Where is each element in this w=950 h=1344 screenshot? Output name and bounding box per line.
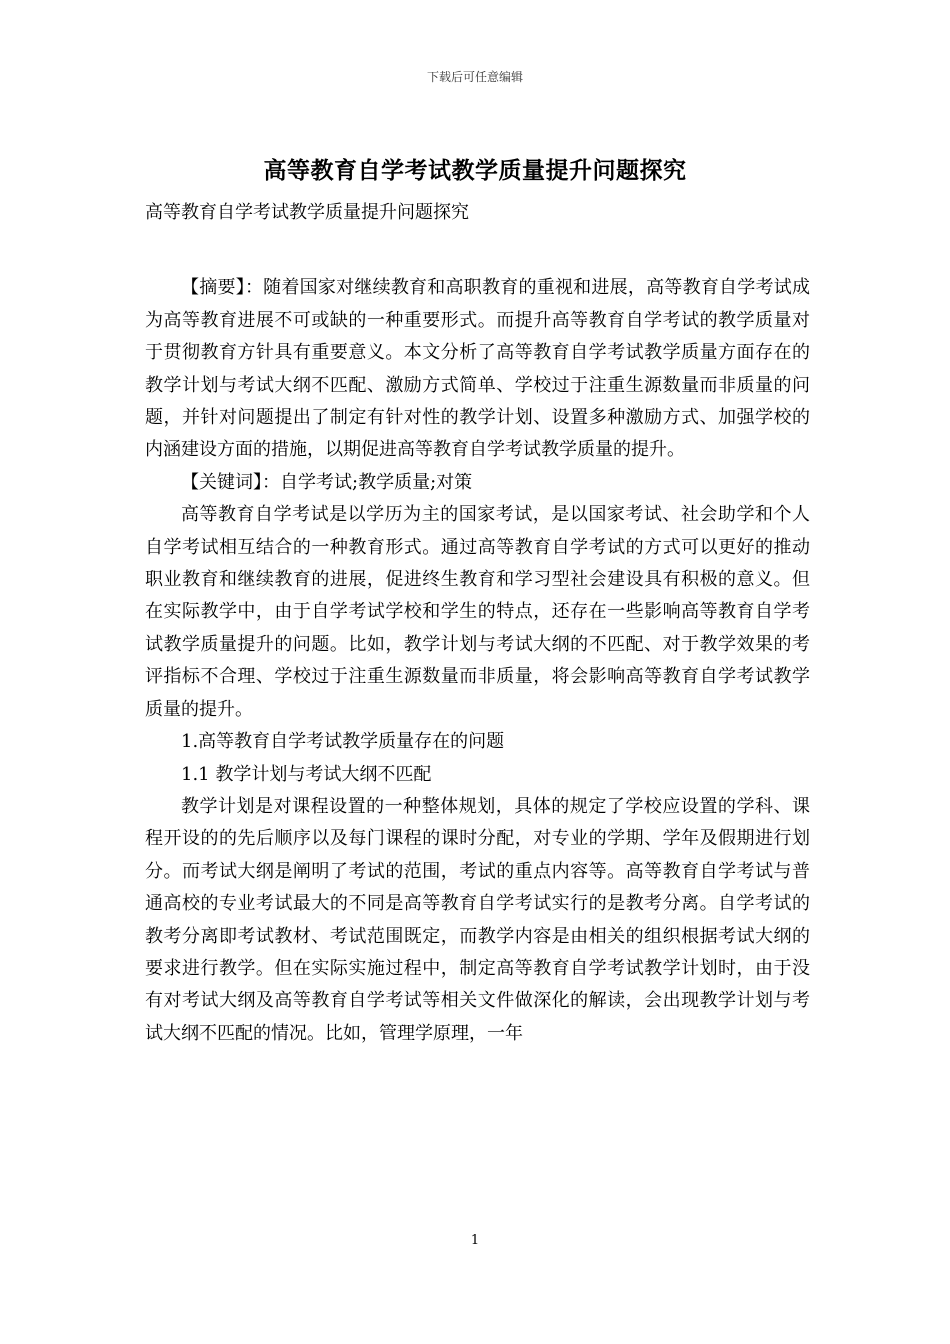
body-paragraph-1: 教学计划是对课程设置的一种整体规划，具体的规定了学校应设置的学科、课程开设的的先后顺序以及每门课程的课时分配，对专业的学期、学年及假期进行划分。而考试大纲是阐明了考试的范围，考试的重点内容等。高等教育自学考试与普通高校的专业考试最大的不同是高等教育自学考试实行的是教考分离。自学考试的教考分离即考试教材、考试范围既定，而教学内容是由相关的组织根据考试大纲的要求进行教学。但在实际实施过程中，制定高等教育自学考试教学计划时，由于没有对考试大纲及高等教育自学考试等相关文件做深化的解读，会出现教学计划与考试大纲不匹配的情况。比如，管理学原理，一年 <box>145 795 810 1044</box>
section-heading-1: 1.高等教育自学考试教学质量存在的问题 <box>181 731 505 753</box>
abstract-paragraph: 【摘要】：随着国家对继续教育和高职教育的重视和进展，高等教育自学考试成为高等教育进展不可或缺的一种重要形式。而提升高等教育自学考试的教学质量对于贯彻教育方针具有重要意义。本文分析了高等教育自学考试教学质量方面存在的教学计划与考试大纲不匹配、激励方式简单、学校过于注重生源数量而非质量的问题，并针对问题提出了制定有针对性的教学计划、设置多种激励方式、加强学校的内涵建设方面的措施，以期促进高等教育自学考试教学质量的提升。 <box>145 277 810 461</box>
blank-line <box>145 229 810 272</box>
section-heading-1-1: 1.1 教学计划与考试大纲不匹配 <box>181 763 432 785</box>
document-body <box>145 197 810 1050</box>
intro-paragraph: 高等教育自学考试是以学历为主的国家考试，是以国家考试、社会助学和个人自学考试相互结合的一种教育形式。通过高等教育自学考试的方式可以更好的推动职业教育和继续教育的进展，促进终生教育和学习型社会建设具有积极的意义。但在实际教学中，由于自学考试学校和学生的特点，还存在一些影响高等教育自学考试教学质量提升的问题。比如，教学计划与考试大纲的不匹配、对于教学效果的考评指标不合理、学校过于注重生源数量而非质量，将会影响高等教育自学考试教学质量的提升。 <box>145 504 810 720</box>
page-number: 1 <box>470 1233 480 1248</box>
header-note: 下载后可任意编辑 <box>426 70 523 84</box>
keywords-paragraph: 【关键词】：自学考试;教学质量;对策 <box>181 471 473 493</box>
document-title: 高等教育自学考试教学质量提升问题探究 <box>263 157 687 184</box>
document-subtitle: 高等教育自学考试教学质量提升问题探究 <box>145 202 469 223</box>
